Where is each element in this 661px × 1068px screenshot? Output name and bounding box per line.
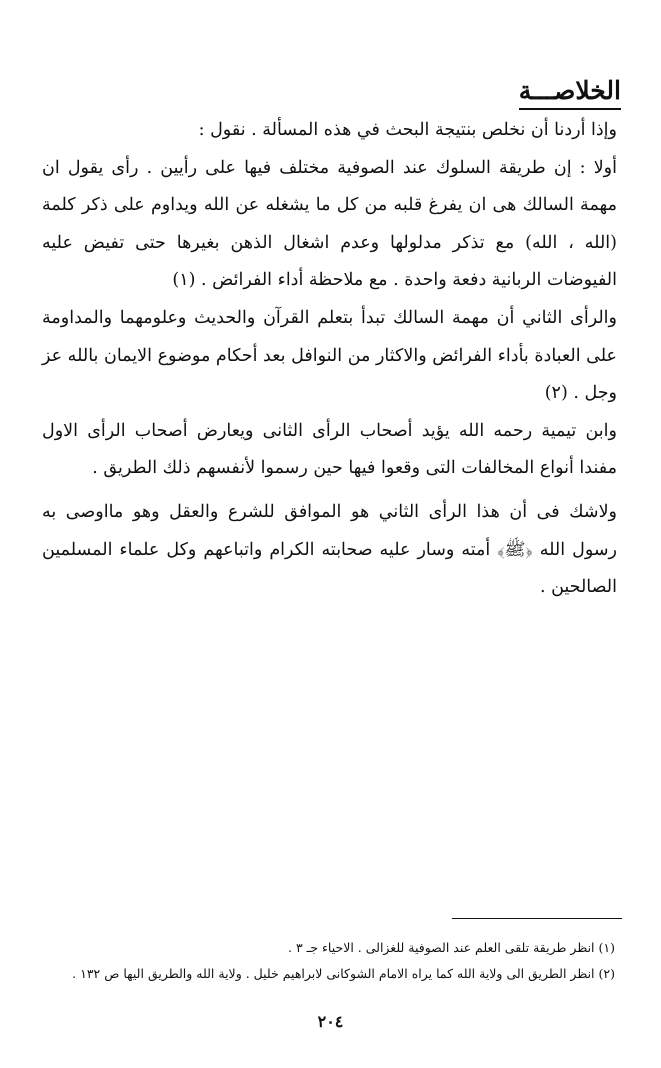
heading-container	[519, 74, 621, 110]
paragraph-conclusion: ولاشك فى أن هذا الرأى الثاني هو الموافق للشرع والعقل وهو مااوصى به رسول الله ﴿ﷺ﴾ أمته وسار عليه صحابته الكرام واتباعهم وكل علماء المسلمين الصالحين .	[42, 501, 617, 598]
body-text	[42, 112, 617, 607]
footnote-2: (٢) انظر الطريق الى ولاية الله كما يراه الامام الشوكانى لابراهيم خليل . ولاية الله والطريق اليها ص ١٣٢ .	[72, 966, 615, 981]
page-number: ٢٠٤	[317, 1012, 344, 1031]
footnotes	[40, 935, 615, 987]
section-heading: الخلاصـــة	[519, 74, 621, 110]
paragraph-first-opinion: أولا : إن طريقة السلوك عند الصوفية مختلف فيها على رأيين . رأى يقول ان مهمة السالك هى ان يفرغ قلبه من كل ما يشغله عن الله ويداوم على ذكر كلمة (الله ، الله) مع تذكر مدلولها وعدم اشغال الذهن بغيرها حتى تفيض عليه الفيوضات الربانية دفعة واحدة . مع ملاحظة أداء الفرائض . (١)	[42, 157, 617, 291]
footnote-1: (١) انظر طريقة تلقى العلم عند الصوفية للغزالى . الاحياء جـ ٣ .	[288, 940, 615, 955]
paragraph-second-opinion: والرأى الثاني أن مهمة السالك تبدأ بتعلم القرآن والحديث وعلومهما والمداومة على العبادة بأداء الفرائض والاكثار من النوافل بعد أحكام موضوع الايمان بالله عز وجل . (٢)	[42, 307, 617, 404]
paragraph-ibn-taymiyyah: وابن تيمية رحمه الله يؤيد أصحاب الرأى الثانى ويعارض أصحاب الرأى الاول مفندا أنواع المخالفات التى وقعوا فيها حين رسموا لأنفسهم ذلك الطريق .	[42, 420, 617, 479]
footnote-separator	[452, 918, 622, 919]
paragraph-intro: وإذا أردنا أن نخلص بنتيجة البحث في هذه المسألة . نقول :	[198, 120, 617, 140]
